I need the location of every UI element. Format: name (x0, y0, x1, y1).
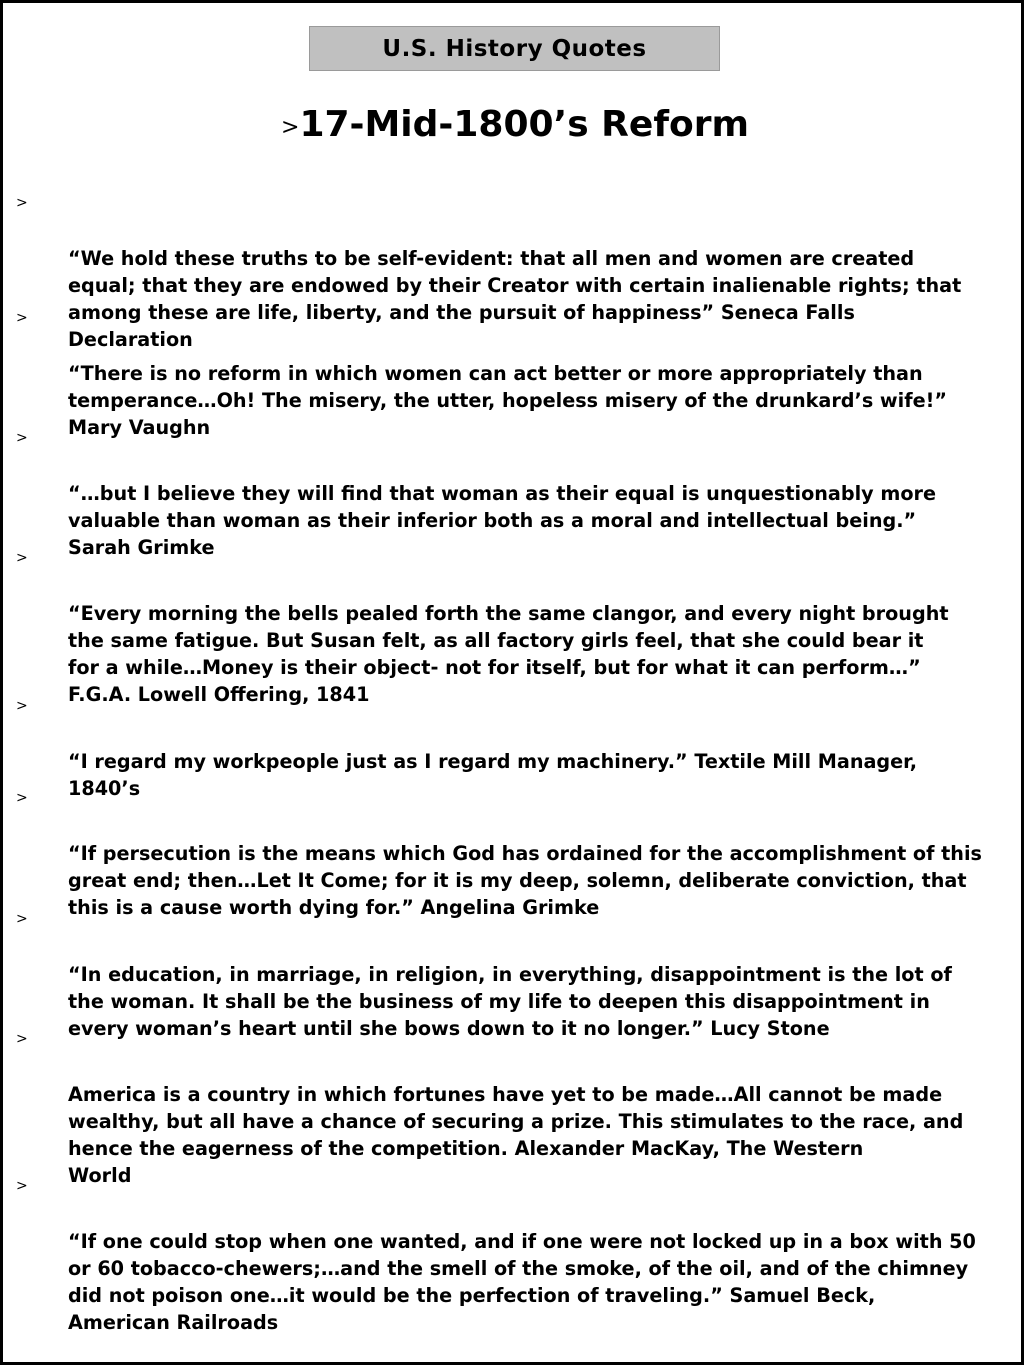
quote-text: America is a country in which fortunes have yet to be made…All cannot be made wealthy, but all have a chance of securing a prize. This stimulates to the race, and hence the eagerness of the competition. Alexander MacKay, The Western World (68, 1082, 964, 1188)
quote-text: “If persecution is the means which God has ordained for the accomplishment of this great end; then…Let It Come; for it is my deep, solemn, deliberate conviction, that this is a cause worth dying for.” Angelina Grimke (68, 841, 982, 920)
bullet-arrow-icon: > (16, 1031, 28, 1047)
bullet-arrow-icon: > (16, 790, 28, 806)
quote-text: “…but I believe they will find that woman as their equal is unquestionably more valuable than woman as their inferior both as a moral and intellectual being.” Sarah Grimke (68, 481, 937, 560)
quote-item (16, 1026, 1014, 1190)
quote-text: “Every morning the bells pealed forth the same clangor, and every night brought the same fatigue. But Susan felt, as all factory girls feel, that she could bear it for a while…Money is their object- not for itself, but for what it can perform…” F.G.A. Lowell Offering, 1841 (68, 601, 949, 707)
quote-list (3, 3, 1024, 1368)
quote-item (16, 425, 1014, 561)
bullet-arrow-icon: > (16, 430, 28, 446)
quote-item (16, 545, 1014, 709)
bullet-arrow-icon: > (16, 550, 28, 566)
quote-text: “If one could stop when one wanted, and if one were not locked up in a box with 50 or 60 tobacco-chewers;…and the smell of the smoke, of the oil, and of the chimney did not poison one…it would be the perfection of traveling.” Samuel Beck, American Railroads (68, 1229, 976, 1335)
title-arrow-icon: > (281, 115, 300, 140)
quote-item (16, 305, 1014, 441)
quote-text: “In education, in marriage, in religion, in everything, disappointment is the lot of the woman. It shall be the business of my life to deepen this disappointment in every woman’s heart until she bows down to it no longer.” Lucy Stone (68, 962, 952, 1041)
bullet-arrow-icon: > (16, 195, 28, 211)
title-text: 17-Mid-1800’s Reform (299, 104, 749, 145)
quote-text: “There is no reform in which women can act better or more appropriately than temperance…Oh! The misery, the utter, hopeless misery of the drunkard’s wife!” Mary Vaughn (68, 361, 947, 440)
bullet-arrow-icon: > (16, 1178, 28, 1194)
quote-item (16, 906, 1014, 1042)
bullet-arrow-icon: > (16, 310, 28, 326)
banner-text: U.S. History Quotes (382, 35, 647, 62)
bullet-arrow-icon: > (16, 698, 28, 714)
quote-item (16, 785, 1014, 921)
quote-text: “We hold these truths to be self-evident: that all men and women are created equal; that they are endowed by their Creator with certain inalienable rights; that among these are life, liberty, and the pursuit of happiness” Seneca Falls Declaration (68, 246, 962, 352)
bullet-arrow-icon: > (16, 911, 28, 927)
quote-text: “I regard my workpeople just as I regard my machinery.” Textile Mill Manager, 1840’s (68, 749, 918, 800)
quote-item (16, 1173, 1014, 1337)
